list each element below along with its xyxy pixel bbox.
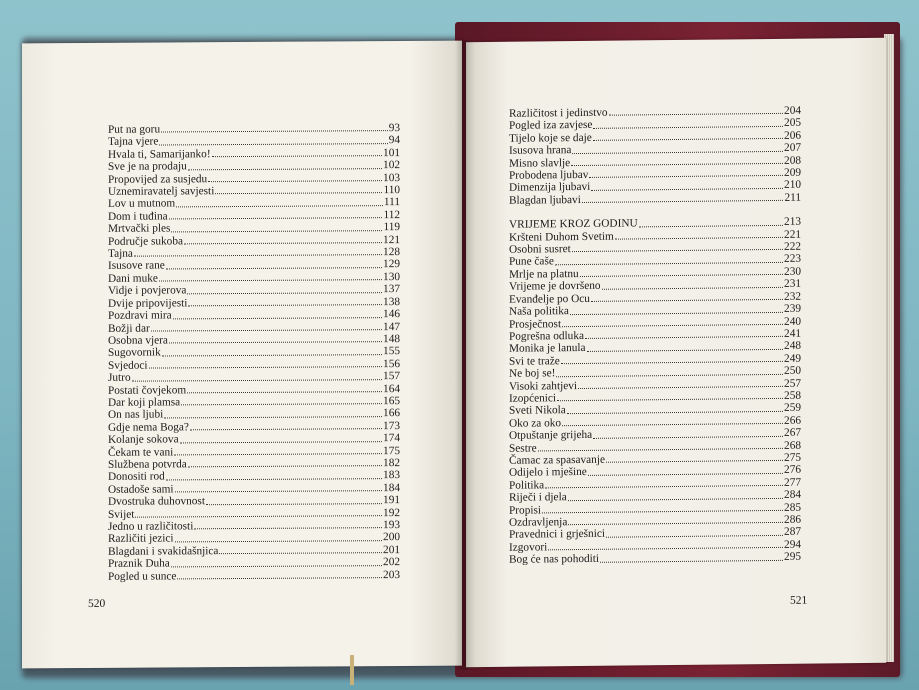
dot-leader — [585, 335, 783, 339]
toc-entry-title: Ostadoše sami — [108, 483, 174, 496]
toc-entry-page: 146 — [383, 308, 400, 321]
dot-leader — [180, 440, 382, 443]
toc-entry-page: 209 — [784, 166, 801, 179]
toc-entry-page: 174 — [383, 432, 400, 445]
dot-leader — [161, 130, 388, 133]
toc-entry-page: 121 — [383, 233, 400, 246]
toc-entry-title: Ne boj se! — [509, 367, 556, 380]
toc-entry-title: Pravednici i grješnici — [509, 528, 605, 542]
dot-leader — [572, 150, 783, 154]
toc-entry-title: Isusova hrana — [509, 144, 572, 157]
dot-leader — [571, 162, 783, 166]
toc-entry-title: Vrijeme je dovršeno — [509, 280, 601, 294]
toc-entry — [108, 569, 400, 583]
toc-entry-page: 204 — [784, 104, 801, 117]
dot-leader — [582, 199, 784, 203]
toc-entry-title: Tajna — [108, 247, 133, 260]
toc-entry-title: On nas ljubi — [108, 408, 164, 422]
toc-entry-page: 203 — [383, 568, 400, 581]
dot-leader — [162, 353, 382, 356]
toc-entry-title: Evanđelje po Ocu — [509, 292, 590, 306]
toc-entry-page: 222 — [784, 240, 801, 253]
toc-entry-page: 277 — [784, 476, 801, 489]
toc-entry-title: Dom i tuđina — [108, 210, 168, 223]
toc-entry-title: Blagdani i svakidašnjica — [108, 544, 219, 558]
toc-entry-title: Propovijed za susjedu — [108, 172, 208, 186]
toc-entry-title: Svjedoci — [108, 359, 148, 372]
dot-leader — [151, 328, 382, 331]
toc-entry-title: Osobna vjera — [108, 334, 168, 347]
dot-leader — [606, 459, 783, 463]
toc-entry-page: 207 — [784, 141, 801, 155]
dot-leader — [159, 142, 387, 145]
toc-entry-title: Dar koji plamsa — [108, 396, 181, 409]
toc-entry-title: Otpuštanje grijeha — [509, 429, 593, 442]
toc-entry-page: 112 — [383, 208, 400, 221]
toc-entry-page: 213 — [784, 215, 801, 229]
right-page-number: 521 — [790, 594, 808, 607]
left-page-number: 520 — [88, 597, 106, 610]
toc-entry-title: Svi te traže — [509, 354, 560, 368]
dot-leader — [578, 385, 783, 389]
toc-entry-title: Naša politika — [509, 305, 569, 318]
toc-entry-page: 129 — [383, 258, 400, 271]
dot-leader — [593, 137, 783, 141]
toc-entry-page: 202 — [383, 556, 400, 569]
toc-entry-page: 182 — [383, 457, 400, 470]
dot-leader — [609, 112, 784, 116]
toc-entry-title: Čekam te vani — [108, 445, 174, 459]
toc-entry-title: Prosječnost — [509, 317, 562, 331]
dot-leader — [175, 539, 382, 542]
toc-entry-page: 173 — [383, 419, 400, 432]
dot-leader — [132, 378, 382, 382]
toc-entry-page: 192 — [383, 506, 400, 519]
toc-entry-title: Misno slavlje — [509, 156, 571, 170]
toc-entry-title: Dani muke — [108, 272, 158, 285]
toc-entry-title: Pune čaše — [509, 255, 554, 269]
toc-entry-title: Sveti Nikola — [509, 404, 566, 418]
toc-entry-title: Kršteni Duhom Svetim — [509, 230, 614, 244]
toc-entry-title: Pogrešna odluka — [509, 329, 584, 343]
toc-entry-page: 286 — [784, 513, 801, 526]
toc-entry-page: 250 — [784, 364, 801, 377]
dot-leader — [208, 179, 382, 182]
dot-leader — [159, 278, 382, 281]
right-toc-list — [509, 105, 801, 567]
toc-entry-page: 137 — [383, 283, 400, 296]
dot-leader — [176, 204, 383, 207]
toc-entry-page: 164 — [383, 382, 400, 395]
toc-entry-page: 240 — [784, 315, 801, 328]
toc-entry-title: Monika je lanula — [509, 342, 586, 356]
toc-entry-title: Put na goru — [108, 123, 161, 136]
toc-entry-page: 157 — [383, 370, 400, 383]
dot-leader — [557, 397, 783, 401]
toc-entry-title: Praznik Duha — [108, 557, 170, 571]
book-gutter — [455, 40, 475, 670]
dot-leader — [593, 125, 783, 129]
left-toc-list — [108, 122, 400, 583]
toc-entry-page: 258 — [784, 389, 801, 402]
toc-entry-page: 130 — [383, 270, 400, 284]
toc-entry-title: Izgovori — [509, 541, 548, 554]
dot-leader — [194, 527, 382, 530]
dot-leader — [545, 484, 783, 488]
toc-entry-page: 156 — [383, 357, 400, 370]
dot-leader — [600, 559, 783, 563]
toc-entry-page: 267 — [784, 426, 801, 440]
toc-entry-title: Službena potvrda — [108, 458, 187, 471]
toc-entry-title: Izopćenici — [509, 392, 557, 405]
dot-leader — [570, 310, 783, 314]
toc-entry-title: Sestre — [509, 442, 537, 455]
dot-leader — [591, 298, 783, 302]
dot-leader — [166, 477, 382, 480]
toc-entry-page: 275 — [784, 451, 801, 464]
toc-entry-title: Donositi rod — [108, 470, 165, 484]
dot-leader — [567, 410, 783, 414]
toc-entry-title: Područje sukoba — [108, 235, 183, 248]
toc-entry-page: 148 — [383, 332, 400, 346]
toc-entry-title: Osobni susret — [509, 243, 571, 256]
toc-entry-page: 103 — [383, 171, 400, 184]
dot-leader — [171, 564, 382, 567]
dot-leader — [188, 465, 382, 468]
toc-entry-page: 268 — [784, 439, 801, 452]
dot-leader — [588, 472, 783, 476]
dot-leader — [561, 360, 783, 364]
dot-leader — [568, 496, 783, 500]
toc-entry-title: Sugovornik — [108, 346, 161, 360]
dot-leader — [187, 390, 382, 393]
toc-entry-title: Dimenzija ljubavi — [509, 181, 591, 195]
toc-entry-page: 208 — [784, 154, 801, 167]
toc-entry-page: 211 — [784, 191, 801, 204]
toc-entry-page: 284 — [784, 488, 801, 502]
toc-entry-title: VRIJEME KROZ GODINU — [509, 217, 638, 231]
dot-leader — [542, 509, 783, 514]
dot-leader — [589, 174, 783, 178]
toc-entry-page: 285 — [784, 501, 801, 514]
dot-leader — [602, 286, 783, 290]
toc-entry-page: 93 — [388, 122, 400, 135]
toc-entry-title: Isusove rane — [108, 259, 165, 273]
toc-entry-title: Ozdravljenja — [509, 516, 568, 529]
toc-entry-page: 259 — [784, 402, 801, 415]
toc-entry-title: Božji dar — [108, 322, 150, 335]
toc-entry-page: 184 — [383, 481, 400, 494]
dot-leader — [184, 241, 382, 244]
toc-entry-page: 191 — [383, 494, 400, 507]
dot-leader — [572, 248, 783, 252]
right-page — [466, 38, 886, 667]
dot-leader — [149, 365, 383, 368]
toc-entry-page: 119 — [383, 221, 400, 234]
toc-entry-title: Različitost i jedinstvo — [509, 106, 608, 120]
dot-leader — [555, 261, 783, 265]
dot-leader — [212, 154, 382, 157]
toc-entry-title: Riječi i djela — [509, 491, 567, 504]
toc-entry-title: Bog će nas pohoditi — [509, 553, 600, 566]
toc-entry-title: Uznemiravatelj savjesti — [108, 185, 215, 198]
toc-entry-page: 183 — [383, 469, 400, 482]
toc-entry-title: Tijelo koje se daje — [509, 131, 592, 145]
dot-leader — [568, 521, 783, 525]
toc-entry-title: Različiti jezici — [108, 532, 174, 546]
toc-entry-title: Pogled u sunce — [108, 570, 177, 583]
toc-entry — [509, 551, 801, 566]
toc-entry-page: 101 — [383, 146, 400, 159]
dot-leader — [169, 216, 383, 219]
toc-entry-title: Odijelo i mješine — [509, 466, 587, 480]
toc-entry-title: Lov u mutnom — [108, 197, 176, 211]
toc-entry-title: Jutro — [108, 371, 131, 384]
toc-entry-title: Mrlje na platnu — [509, 267, 579, 281]
toc-entry-title: Hvala ti, Samarijanko! — [108, 148, 211, 161]
toc-entry-title: Probodena ljubav — [509, 168, 589, 182]
dot-leader — [134, 254, 382, 258]
toc-entry-page: 287 — [784, 526, 801, 539]
dot-leader — [188, 167, 382, 170]
dot-leader — [187, 291, 382, 294]
dot-leader — [175, 489, 382, 492]
toc-entry-page: 193 — [383, 519, 400, 532]
dot-leader — [166, 266, 382, 269]
toc-entry-title: Propisi — [509, 504, 542, 517]
toc-entry-page: 138 — [383, 295, 400, 308]
toc-entry-title: Dvostruka duhovnost — [108, 495, 205, 509]
toc-entry-page: 295 — [784, 550, 801, 564]
toc-entry-page: 200 — [383, 531, 400, 544]
dot-leader — [173, 316, 382, 319]
dot-leader — [593, 434, 783, 438]
toc-entry-page: 257 — [784, 377, 801, 390]
dot-leader — [606, 534, 783, 538]
left-page — [22, 41, 462, 669]
toc-entry-title: Oko za oko — [509, 416, 562, 430]
toc-entry-title: Blagdan ljubavi — [509, 193, 581, 207]
dot-leader — [190, 427, 382, 430]
toc-entry-title: Dvije pripovijesti — [108, 297, 188, 310]
dot-leader — [188, 303, 382, 306]
toc-entry-page: 110 — [383, 184, 400, 197]
toc-entry-title: Pozdravi mira — [108, 309, 172, 322]
dot-leader — [174, 452, 382, 455]
dot-leader — [164, 415, 382, 418]
toc-entry-title: Kolanje sokova — [108, 433, 179, 446]
dot-leader — [548, 546, 783, 550]
dot-leader — [587, 348, 784, 352]
toc-entry-page: 221 — [784, 228, 801, 241]
toc-entry-page: 201 — [383, 543, 400, 556]
toc-entry-page: 266 — [784, 414, 801, 427]
dot-leader — [219, 551, 382, 554]
bookmark-ribbon — [350, 655, 354, 685]
dot-leader — [591, 187, 783, 191]
dot-leader — [171, 229, 382, 232]
toc-entry-page: 94 — [388, 134, 400, 147]
toc-entry-page: 166 — [383, 407, 400, 420]
toc-entry-page: 276 — [784, 464, 801, 477]
toc-entry-title: Politika — [509, 479, 545, 492]
dot-leader — [181, 402, 382, 405]
toc-entry-page: 241 — [784, 327, 801, 340]
dot-leader — [556, 372, 783, 376]
toc-entry-page: 147 — [383, 320, 400, 333]
dot-leader — [562, 422, 783, 426]
dot-leader — [177, 576, 382, 579]
toc-entry-title: Mrtvački ples — [108, 222, 171, 236]
toc-entry-page: 165 — [383, 394, 400, 408]
toc-entry-page: 294 — [784, 538, 801, 551]
toc-entry-page: 232 — [784, 290, 801, 303]
dot-leader — [206, 502, 382, 505]
dot-leader — [538, 447, 783, 452]
toc-entry-page: 206 — [784, 129, 801, 142]
dot-leader — [215, 192, 382, 195]
toc-entry-page: 111 — [383, 196, 400, 209]
toc-entry-page: 102 — [383, 159, 400, 172]
toc-entry-title: Pogled iza zavjese — [509, 119, 593, 133]
toc-entry-page: 175 — [383, 444, 400, 457]
toc-entry-page: 239 — [784, 302, 801, 315]
toc-entry-page: 249 — [784, 352, 801, 365]
toc-entry-title: Čamac za spasavanje — [509, 453, 605, 467]
toc-entry-title: Svijet — [108, 508, 135, 521]
dot-leader — [562, 323, 783, 327]
toc-entry-page: 248 — [784, 340, 801, 353]
dot-leader — [580, 273, 783, 277]
toc-entry-title: Vidje i povjerova — [108, 284, 187, 298]
dot-leader — [639, 224, 783, 228]
toc-entry-page: 128 — [383, 246, 400, 259]
toc-entry-title: Sve je na prodaju — [108, 160, 187, 174]
toc-entry-page: 231 — [784, 277, 801, 291]
toc-entry-page: 155 — [383, 345, 400, 358]
dot-leader — [169, 340, 382, 343]
dot-leader — [135, 514, 382, 518]
toc-entry-title: Postati čovjekom — [108, 383, 187, 397]
dot-leader — [615, 236, 783, 240]
toc-entry-title: Jedno u različitosti — [108, 520, 194, 533]
toc-entry-title: Visoki zahtjevi — [509, 379, 578, 393]
toc-entry-page: 223 — [784, 253, 801, 266]
toc-entry-page: 210 — [784, 179, 801, 192]
toc-entry-title: Tajna vjere — [108, 135, 159, 149]
toc-entry-page: 205 — [784, 117, 801, 130]
toc-entry-title: Gdje nema Boga? — [108, 421, 189, 434]
toc-entry-page: 230 — [784, 265, 801, 278]
